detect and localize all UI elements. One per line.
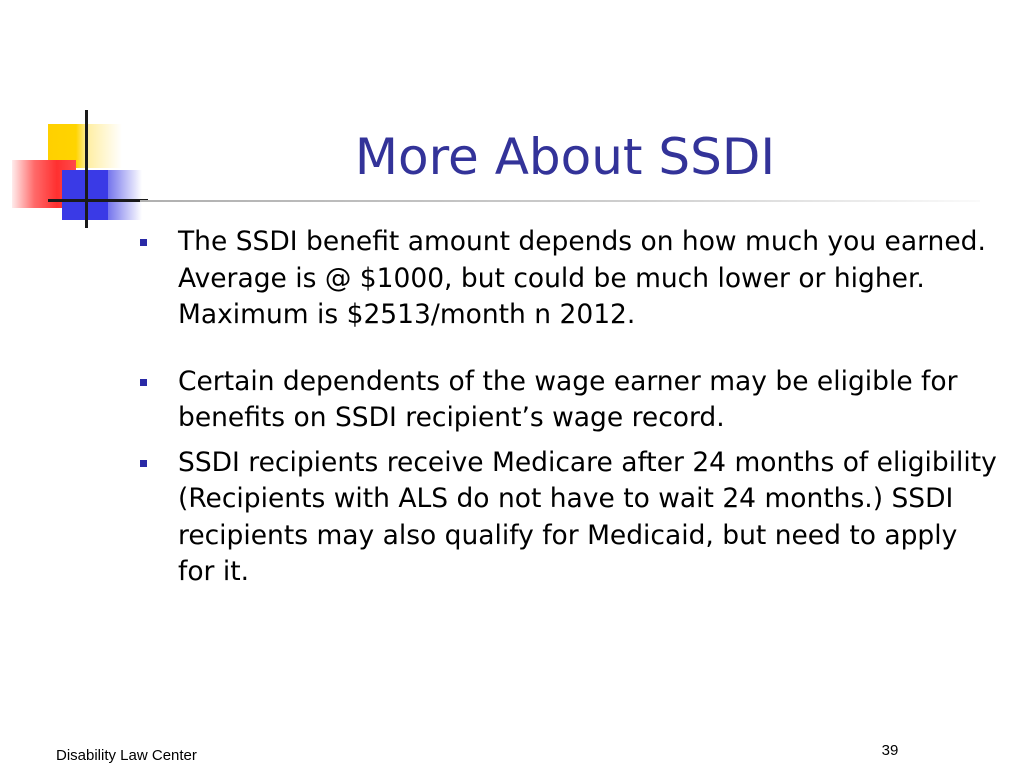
page-number: 39 — [881, 742, 899, 759]
bullet-text: Certain dependents of the wage earner may be eligible for benefits on SSDI recipient’s wage record. — [178, 365, 958, 433]
bullet-text: SSDI recipients receive Medicare after 24 months of eligibility (Recipients with ALS do not have to wait 24 months.) SSDI recipients may also qualify for Medicaid, but need to apply for it. — [178, 446, 997, 587]
slide-title: More About SSDI — [354, 128, 776, 186]
bullet-text: The SSDI benefit amount depends on how much you earned. Average is @ $1000, but could be much lower or higher. Maximum is $2513/month n 2012. — [178, 226, 986, 330]
decorative-logo-icon — [0, 0, 150, 240]
logo-yellow-fade — [88, 124, 122, 168]
title-divider — [140, 200, 980, 202]
bullet-list — [138, 224, 998, 591]
square-bullet-icon — [140, 460, 147, 467]
square-bullet-icon — [140, 239, 147, 246]
logo-vertical-line — [85, 110, 88, 228]
bullet-item — [138, 364, 998, 437]
footer-organization: Disability Law Center — [56, 747, 197, 764]
logo-blue-fade — [108, 170, 142, 220]
bullet-item — [138, 224, 998, 334]
bullet-item — [138, 445, 998, 591]
square-bullet-icon — [140, 379, 147, 386]
logo-horizontal-line — [48, 199, 148, 202]
